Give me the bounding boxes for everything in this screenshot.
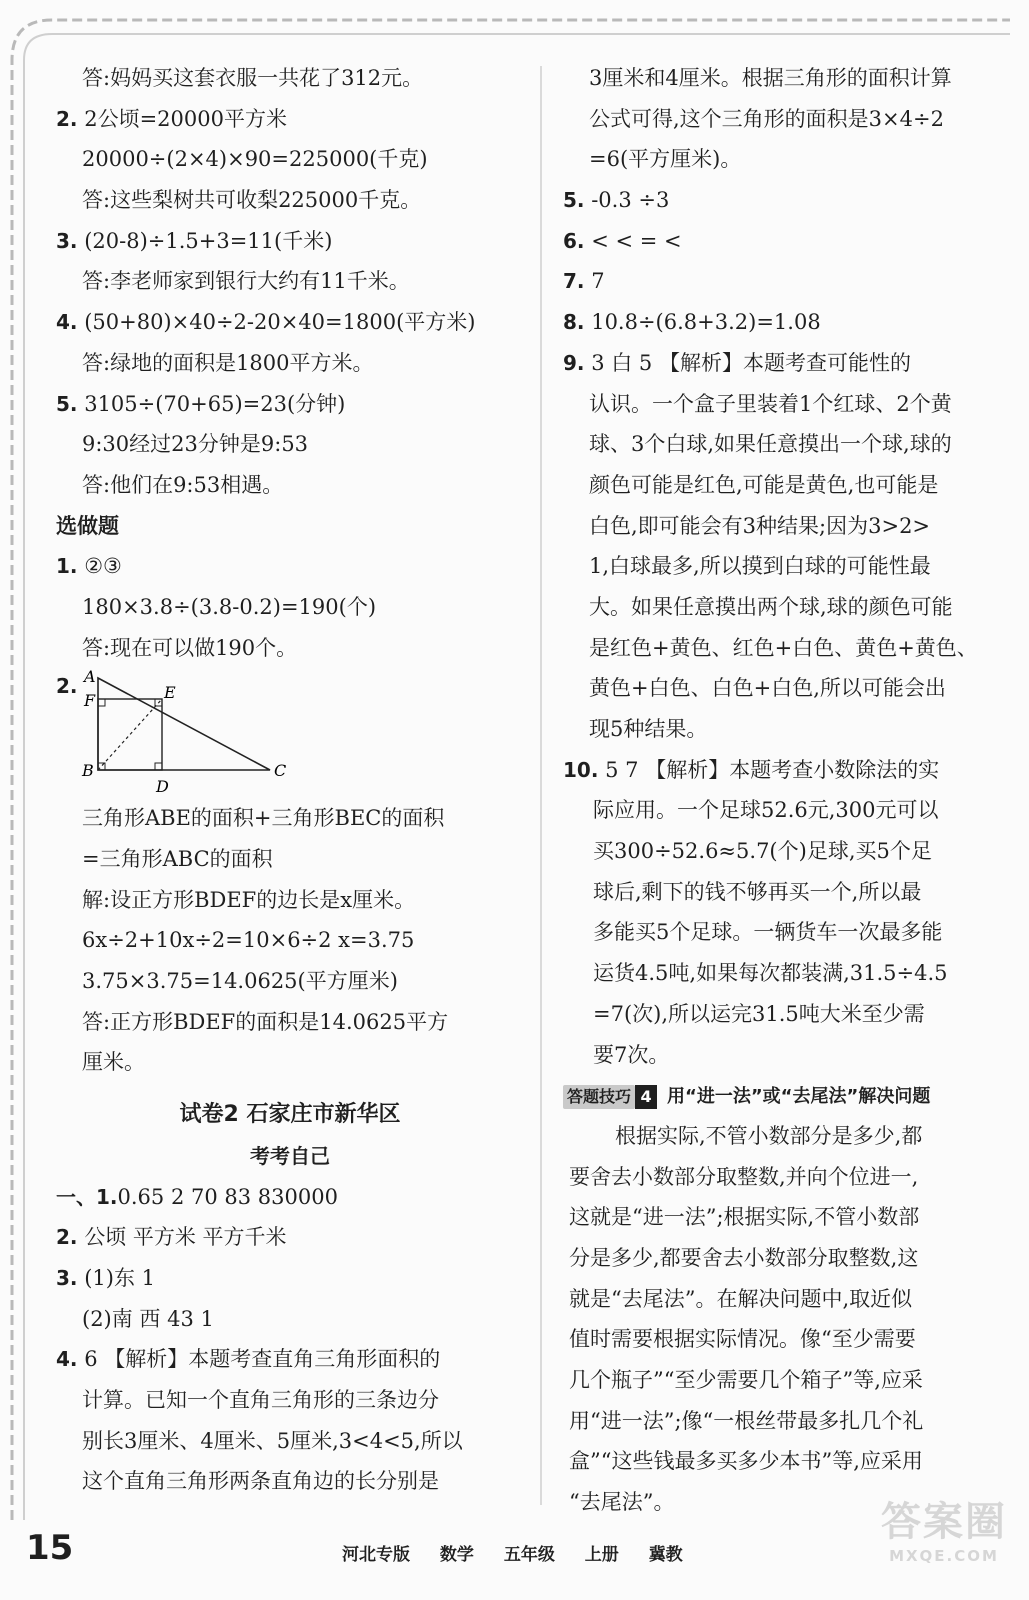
tip-number: 4 [635,1085,657,1109]
answer-line: 答:李老师家到银行大约有11千米。 [82,269,410,294]
question-text: 3105÷(70+65)=23(分钟) [84,391,346,416]
tip-title: 用“进一法”或“去尾法”解决问题 [667,1085,931,1107]
solution-line: =三角形ABC的面积 [82,847,273,871]
answer-line: 答:现在可以做190个。 [82,635,298,660]
question-number: 4. [56,1347,78,1372]
question-number: 5. [56,391,78,416]
label-e: E [164,683,176,703]
question-text: 2公顷=20000平方米 [84,106,287,131]
explanation-line: 黄色+白色、白色+白色,所以可能会出 [589,676,946,701]
tip-header [563,1075,1029,1116]
question-number: 9. [563,350,585,375]
explanation-line: 认识。一个盒子里装着1个红球、2个黄 [589,391,952,416]
tip-line: 要舍去小数部分取整数,并向个位进一, [569,1164,919,1189]
explanation-line: 这个直角三角形两条直角边的长分别是 [82,1469,439,1494]
tip-line: 几个瓶子”“至少需要几个箱子”等,应采 [569,1368,923,1392]
question-number: 6. [563,228,585,253]
question-number: 3. [56,228,78,253]
tip-line: 这就是“进一法”;根据实际,不管小数部 [569,1205,920,1230]
question-number: 5. [563,188,585,213]
question-text: 公顷 平方米 平方千米 [84,1225,287,1250]
calc-line: 20000÷(2×4)×90=225000(千克) [82,147,428,172]
watermark-logo: 答案圈 [881,1499,1007,1545]
explanation-line: 1,白球最多,所以摸到白球的可能性最 [589,554,931,579]
explanation-line: 别长3厘米、4厘米、5厘米,3<4<5,所以 [82,1428,463,1453]
question-text: (1)东 1 [84,1265,155,1290]
answer-line: 答:妈妈买这套衣服一共花了312元。 [82,66,424,90]
question-number: 2. [56,1225,78,1250]
footer-edition: 河北专版 [342,1545,410,1565]
question-text: 5 7 【解析】本题考查小数除法的实 [605,757,940,782]
calc-line: 180×3.8÷(3.8-0.2)=190(个) [82,594,377,619]
explanation-line: =6(平方厘米)。 [589,147,742,172]
footer-info [342,1540,707,1565]
footer-publisher: 冀教 [648,1545,683,1565]
tip-line: 分是多少,都要舍去小数部分取整数,这 [569,1245,919,1270]
footer-subject: 数学 [439,1545,474,1565]
explanation-line: 大。如果任意摸出两个球,球的颜色可能 [589,594,953,619]
question-text: 3 白 5 【解析】本题考查可能性的 [591,350,911,375]
explanation-line: 白色,即可能会有3种结果;因为3>2> [589,513,931,538]
right-column [563,58,1029,1523]
explanation-line: 是红色+黄色、红色+白色、黄色+黄色、 [589,635,978,660]
footer-grade: 五年级 [503,1545,555,1565]
question-text: < < = < [591,228,682,253]
question-text: -0.3 ÷3 [591,188,670,213]
tip-line: 盒”“这些钱最多买多少本书”等,应采用 [569,1449,923,1474]
explanation-line: 颜色可能是红色,可能是黄色,也可能是 [589,472,939,497]
explanation-line: 球、3个白球,如果任意摸出一个球,球的 [589,432,952,457]
question-text: (20-8)÷1.5+3=11(千米) [84,228,333,253]
tip-line: 值时需要根据实际情况。像“至少需要 [569,1327,916,1352]
label-f: F [84,691,96,711]
explanation-line: 公式可得,这个三角形的面积是3×4÷2 [589,106,944,131]
question-number: 1. [56,554,78,579]
calc-line: 9:30经过23分钟是9:53 [82,432,309,457]
paper-title: 试卷2 石家庄市新华区 [179,1102,401,1128]
page-number: 15 [26,1528,74,1568]
question-number: 8. [563,310,585,335]
label-c: C [274,761,287,781]
page-footer [0,1524,1029,1574]
footer-volume: 上册 [584,1545,619,1565]
triangle-figure [56,668,524,798]
explanation-line: =7(次),所以运完31.5吨大米至少需 [593,1001,925,1026]
explanation-line: 要7次。 [593,1042,670,1067]
question-number: 2. [56,106,78,131]
explanation-line: 买300÷52.6≈5.7(个)足球,买5个足 [593,839,932,864]
solution-line: 解:设正方形BDEF的边长是x厘米。 [82,887,416,912]
explanation-line: 际应用。一个足球52.6元,300元可以 [593,798,939,823]
tip-tag: 答题技巧 [563,1085,635,1109]
explanation-line: 计算。已知一个直角三角形的三条边分 [82,1387,439,1412]
question-text: (2)南 西 43 1 [82,1306,214,1331]
tip-line: “去尾法”。 [569,1490,675,1515]
answer-line: 答:他们在9:53相遇。 [82,472,284,497]
question-number: 一、1. [56,1184,118,1209]
explanation-line: 3厘米和4厘米。根据三角形的面积计算 [589,66,952,90]
tip-line: 用“进一法”;像“一根丝带最多扎几个礼 [569,1408,924,1433]
explanation-line: 运货4.5吨,如果每次都装满,31.5÷4.5 [593,961,948,986]
question-text: (50+80)×40÷2-20×40=1800(平方米) [84,310,476,335]
question-number: 2. [56,674,78,699]
label-d: D [156,777,169,797]
solution-line: 3.75×3.75=14.0625(平方厘米) [82,969,398,994]
question-text: ②③ [84,554,122,579]
question-text: 6 【解析】本题考查直角三角形面积的 [84,1347,441,1372]
label-b: B [82,761,94,781]
explanation-line: 球后,剩下的钱不够再买一个,所以最 [593,879,922,904]
question-number: 4. [56,310,78,335]
tip-line: 根据实际,不管小数部分是多少,都 [615,1123,923,1148]
tip-line: 就是“去尾法”。在解决问题中,取近似 [569,1286,913,1311]
explanation-line: 现5种结果。 [589,717,708,741]
solution-line: 答:正方形BDEF的面积是14.0625平方 [82,1009,449,1034]
question-text: 0.65 2 70 83 830000 [117,1184,338,1209]
answer-line: 答:这些梨树共可收梨225000千克。 [82,188,422,213]
paper-subtitle: 考考自己 [250,1143,330,1168]
solution-line: 厘米。 [82,1050,145,1075]
question-text: 7 [591,269,605,294]
solution-line: 6x÷2+10x÷2=10×6÷2 x=3.75 [82,928,415,953]
question-number: 10. [563,757,599,782]
answer-line: 答:绿地的面积是1800平方米。 [82,350,374,375]
section-heading: 选做题 [56,513,119,538]
triangle-diagram [80,668,340,798]
label-a: A [84,668,96,687]
watermark-url: MXQE.COM [889,1547,999,1565]
question-text: 10.8÷(6.8+3.2)=1.08 [591,310,821,335]
left-column [56,58,524,1502]
solution-line: 三角形ABE的面积+三角形BEC的面积 [82,806,445,831]
question-number: 3. [56,1265,78,1290]
explanation-line: 多能买5个足球。一辆货车一次最多能 [593,920,943,945]
question-number: 7. [563,269,585,294]
